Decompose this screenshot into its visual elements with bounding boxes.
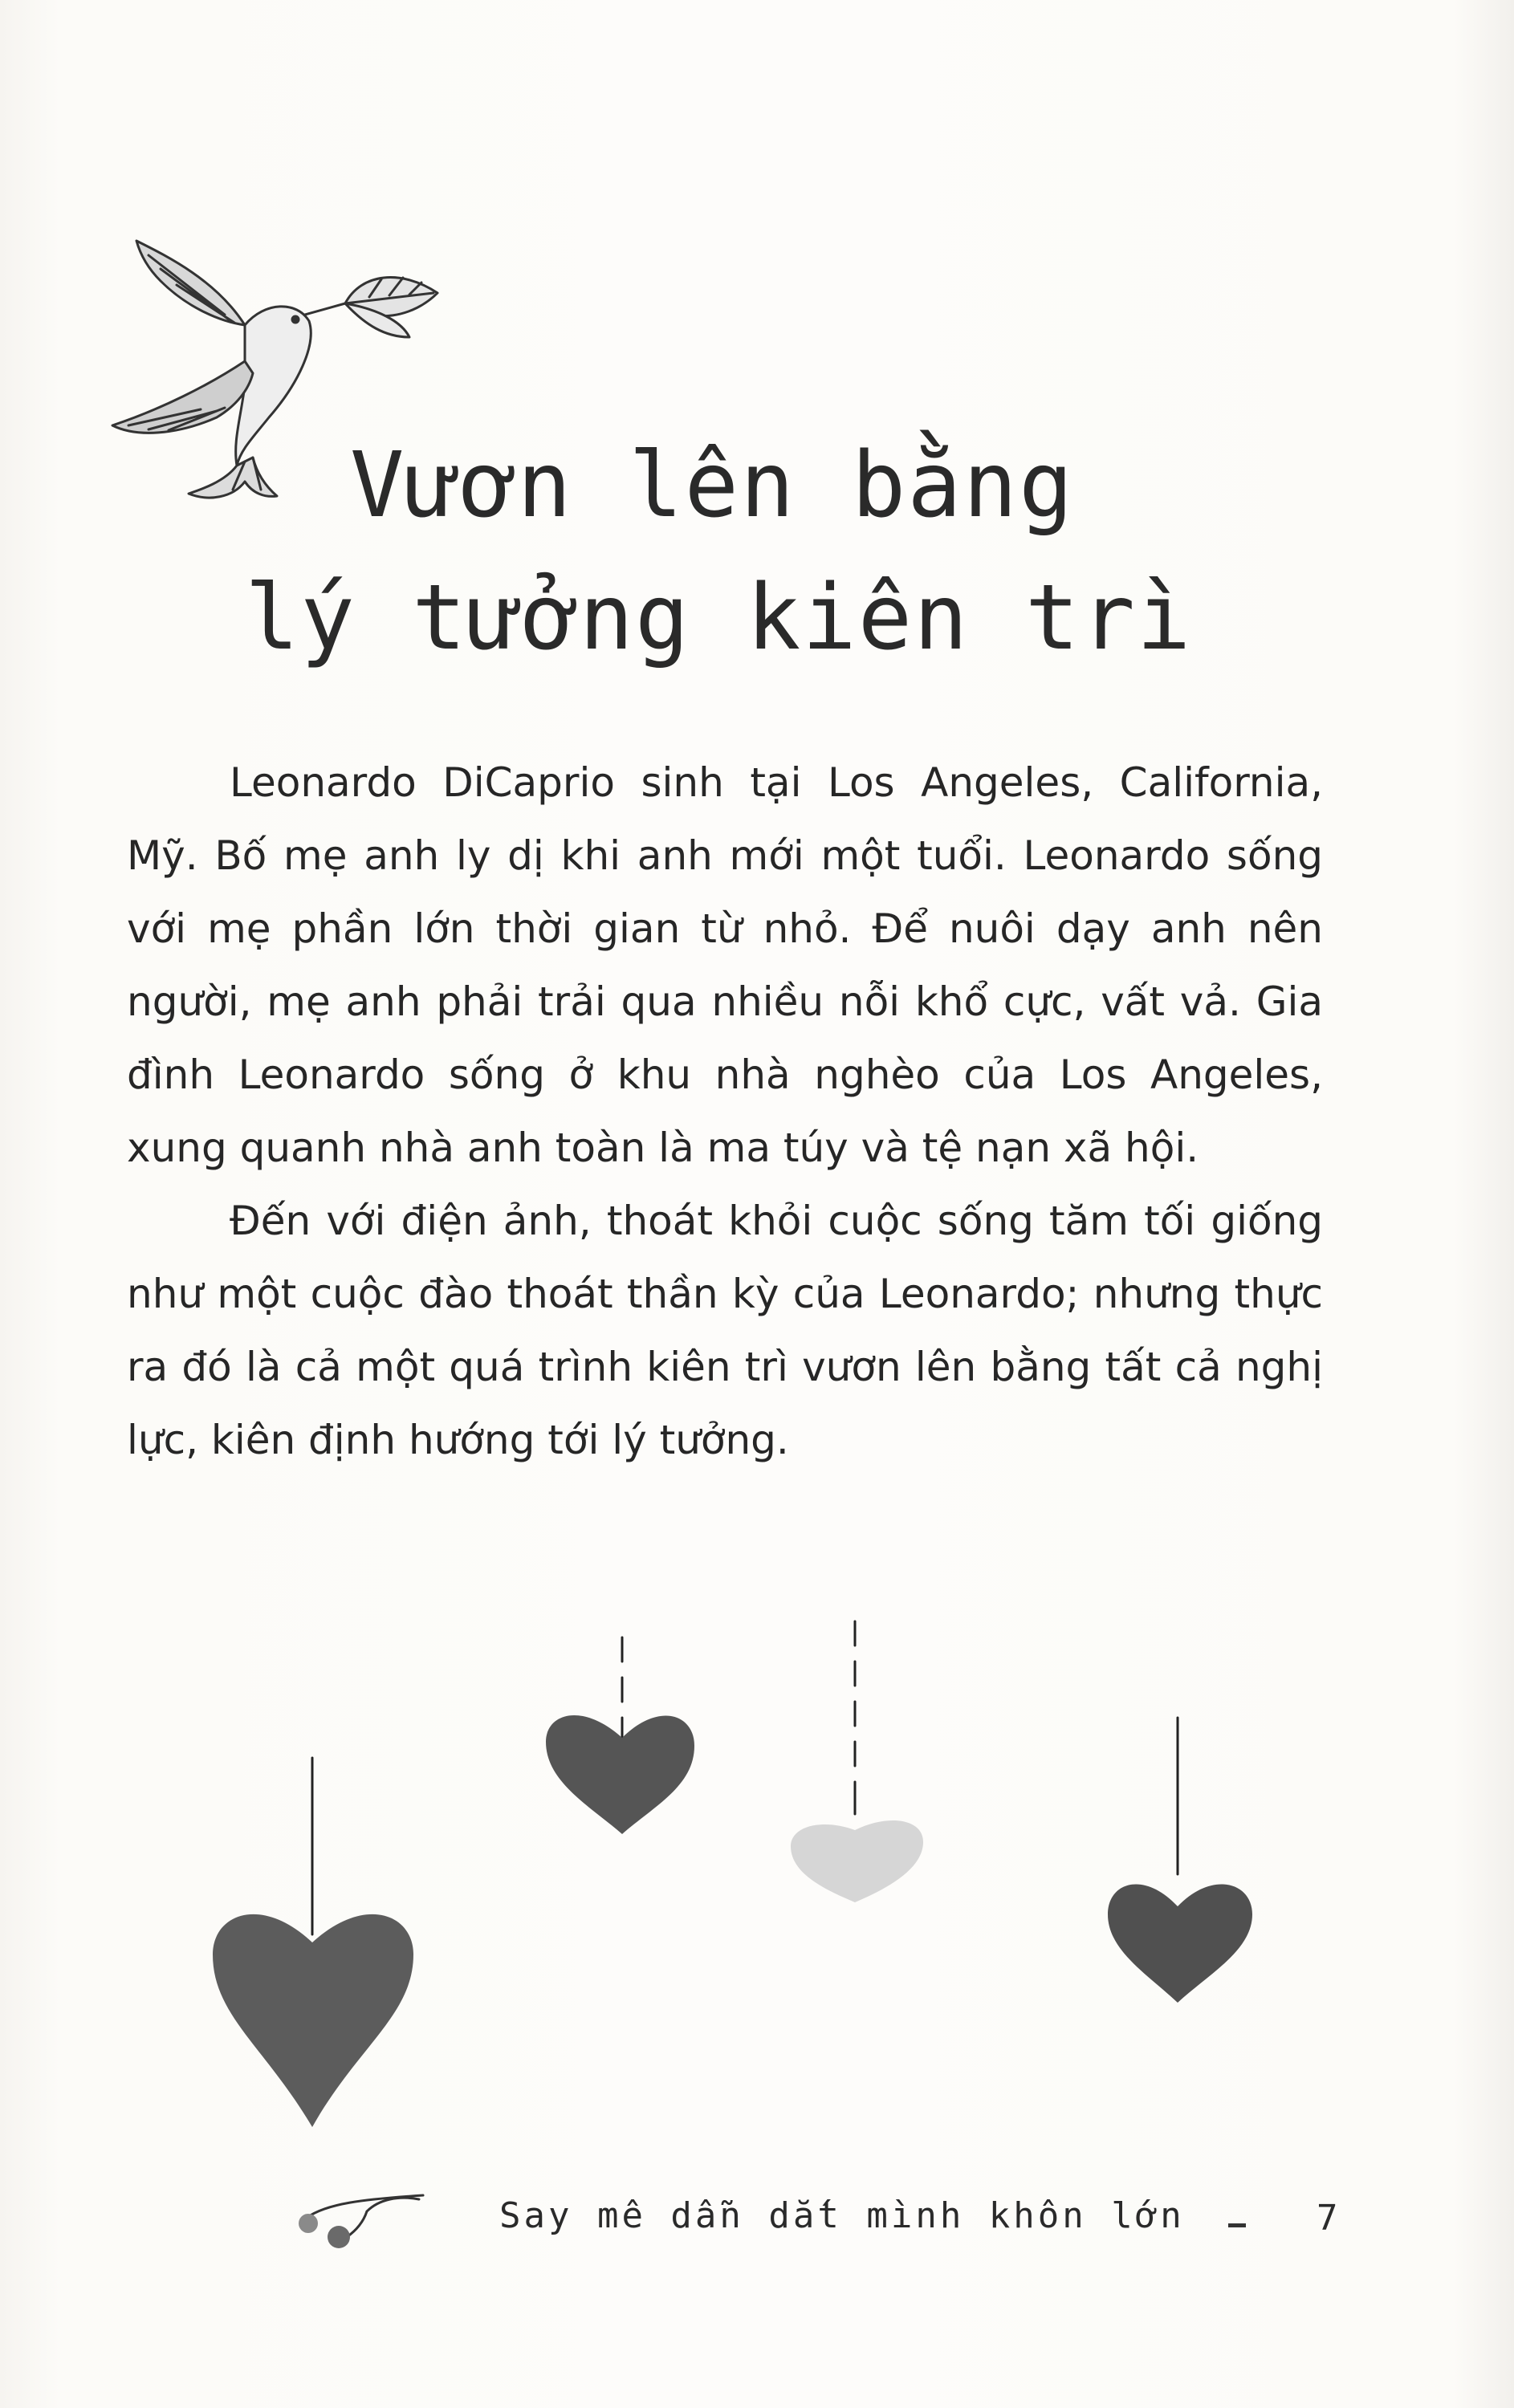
footer-separator — [1228, 2223, 1246, 2227]
paragraph: Leonardo DiCaprio sinh tại Los Angeles, California, Mỹ. Bố mẹ anh ly dị khi anh mới một tuổi. Leonardo sống với mẹ phần lớn thời gian từ nhỏ. Để nuôi dạy anh nên người, mẹ anh phải trải qua nhiều nỗi khổ cực, vất vả. Gia đình Leonardo sống ở khu nhà nghèo của Los Angeles, xung quanh nhà anh toàn là ma túy và tệ nạn xã hội. — [127, 759, 1323, 1171]
heart-shape — [791, 1820, 923, 1902]
body-text — [127, 746, 1323, 1477]
cherries-ornament-icon — [291, 2187, 427, 2251]
paragraph: Đến với điện ảnh, thoát khỏi cuộc sống tăm tối giống như một cuộc đào thoát thần kỳ của Leonardo; nhưng thực ra đó là cả một quá trình kiên trì vươn lên bằng tất cả nghị lực, kiên định hướng tới lý tưởng. — [127, 1198, 1323, 1463]
page-title-line-1: Vươn lên bằng — [350, 433, 1075, 538]
heart-shape — [213, 1914, 413, 2127]
heart-shape — [546, 1715, 694, 1834]
hanging-hearts-illustration — [0, 1597, 1514, 2159]
page-number: 7 — [1317, 2198, 1338, 2239]
page-title-line-2: lý tưởng kiên trì — [245, 566, 1193, 670]
heart-shape — [1108, 1884, 1252, 2003]
running-footer-book-title: Say mê dẫn dắt mình khôn lớn — [499, 2195, 1185, 2236]
